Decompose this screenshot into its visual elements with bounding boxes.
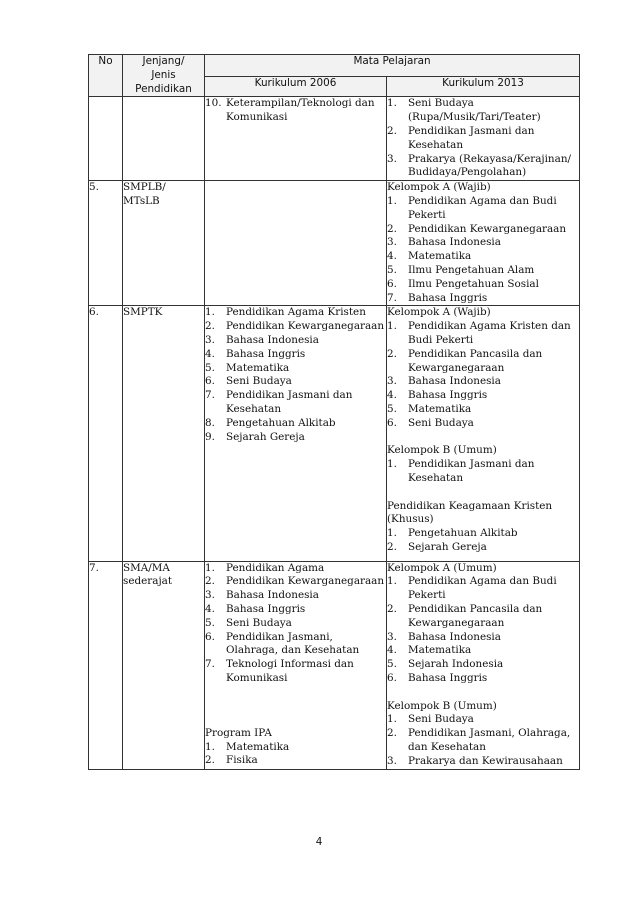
list-item-number: 2. (205, 754, 215, 767)
list-item-text: Sejarah Gereja (226, 430, 305, 443)
list-item-text: Matematika (226, 740, 290, 753)
list-item (387, 195, 579, 223)
header-jenjang-line: Pendidikan (135, 82, 192, 95)
list-item (387, 264, 579, 278)
cell-no (89, 97, 123, 181)
list-item-text: Teknologi Informasi dan Komunikasi (226, 658, 354, 685)
cell-kurikulum-2013 (387, 561, 580, 769)
list-item-number: 2. (387, 347, 397, 360)
header-kurikulum-2006: Kurikulum 2006 (205, 76, 387, 97)
cell-kurikulum-2006 (205, 306, 387, 561)
list-item (387, 292, 579, 306)
jenjang-line: MTsLB (123, 194, 160, 207)
jenjang-line: SMPTK (123, 306, 163, 319)
list-item-number: 3. (205, 589, 215, 602)
list-item-number: 7. (205, 389, 215, 402)
list-item (205, 603, 386, 617)
spacer (387, 686, 579, 700)
cell-no: 7. (89, 561, 123, 769)
list-item-number: 5. (387, 263, 397, 276)
list-item (387, 389, 579, 403)
jenjang-line: SMPLB/ (123, 181, 166, 194)
list-item (387, 403, 579, 417)
list-item (387, 631, 579, 645)
list-item (205, 320, 386, 334)
list-item-number: 2. (205, 575, 215, 588)
group-label: Pendidikan Keagamaan Kristen (Khusus) (387, 499, 553, 526)
numbered-list (387, 195, 579, 305)
list-item-number: 4. (387, 250, 397, 263)
list-item (387, 603, 579, 631)
list-item (387, 320, 579, 348)
list-item (387, 575, 579, 603)
list-item-text: Sejarah Gereja (408, 540, 487, 553)
list-item (387, 348, 579, 376)
list-item-number: 1. (205, 561, 215, 574)
list-item-number: 4. (205, 603, 215, 616)
list-item-number: 3. (387, 630, 397, 643)
header-jenjang-line: Jenis (151, 68, 176, 81)
list-item-number: 6. (205, 630, 215, 643)
list-item (387, 458, 579, 486)
list-item-text: Bahasa Inggris (226, 603, 306, 616)
list-item (205, 348, 386, 362)
list-item-number: 2. (387, 540, 397, 553)
list-item-number: 10. (205, 97, 222, 110)
list-item-text: Pengetahuan Alkitab (408, 527, 518, 540)
list-item-text: Pendidikan Jasmani, Olahraga, dan Kesehatan (226, 630, 360, 657)
list-item (205, 741, 386, 755)
list-item-number: 1. (205, 306, 215, 319)
list-item (205, 754, 386, 768)
list-item-text: Bahasa Inggris (226, 347, 306, 360)
list-item-text: Keterampilan/Teknologi dan Komunikasi (226, 97, 375, 124)
list-item-number: 1. (387, 575, 397, 588)
group-label: Kelompok A (Wajib) (387, 181, 491, 194)
cell-kurikulum-2006 (205, 561, 387, 769)
list-item-number: 2. (387, 603, 397, 616)
list-item-text: Bahasa Indonesia (226, 589, 319, 602)
header-jenjang (123, 55, 205, 97)
list-item-number: 8. (205, 416, 215, 429)
list-item-text: Matematika (408, 250, 472, 263)
list-item (387, 755, 579, 769)
list-item-text: Pendidikan Pancasila dan Kewarganegaraan (408, 603, 543, 629)
list-item-number: 1. (387, 527, 397, 540)
jenjang-line: SMA/MA (123, 561, 170, 574)
list-item-number: 7. (205, 658, 215, 671)
jenjang-line: sederajat (123, 575, 173, 588)
list-item-text: Pendidikan Jasmani dan Kesehatan (408, 458, 535, 484)
list-item (387, 658, 579, 672)
list-item (387, 125, 579, 153)
list-item-number: 2. (387, 124, 397, 137)
list-item-number: 9. (205, 430, 215, 443)
list-item-number: 3. (387, 236, 397, 249)
list-item-number: 3. (387, 152, 397, 165)
list-item-text: Pendidikan Kewarganegaraan (408, 222, 567, 235)
list-item (205, 589, 386, 603)
list-item-text: Pendidikan Agama dan Budi Pekerti (408, 575, 557, 602)
numbered-list (387, 713, 579, 768)
table-row-smptk (89, 306, 580, 561)
table-row-smplb (89, 181, 580, 306)
list-item (205, 658, 386, 686)
list-item-number: 5. (205, 361, 215, 374)
list-item (387, 97, 579, 125)
list-item-number: 2. (387, 727, 397, 740)
list-item (387, 223, 579, 237)
curriculum-table (88, 54, 580, 770)
list-item (387, 153, 579, 181)
spacer (387, 486, 579, 500)
list-item-text: Matematika (408, 644, 472, 657)
list-item-number: 3. (387, 375, 397, 388)
list-item-text: Bahasa Indonesia (226, 333, 319, 346)
list-item-number: 3. (205, 333, 215, 346)
cell-kurikulum-2013 (387, 306, 580, 561)
list-item-text: Fisika (226, 754, 258, 767)
list-item-text: Bahasa Inggris (408, 291, 488, 304)
list-item-number: 1. (387, 320, 397, 333)
program-label: Program IPA (205, 726, 272, 739)
list-item-text: Pendidikan Agama Kristen (226, 306, 366, 319)
list-item (205, 375, 386, 389)
list-item-text: Pendidikan Jasmani, Olahraga, dan Kesehatan (408, 727, 571, 754)
group-label: Kelompok B (Umum) (387, 444, 497, 457)
list-item-text: Pengetahuan Alkitab (226, 416, 336, 429)
list-item-number: 7. (387, 291, 397, 304)
cell-jenjang (123, 97, 205, 181)
list-item-text: Pendidikan Agama (226, 561, 325, 574)
spacer (387, 555, 579, 561)
list-item (205, 389, 386, 417)
cell-no: 5. (89, 181, 123, 306)
list-item-number: 3. (387, 754, 397, 767)
list-item (387, 644, 579, 658)
header-jenjang-line: Jenjang/ (142, 55, 185, 67)
spacer (387, 431, 579, 445)
group-label: Kelompok A (Wajib) (387, 306, 491, 319)
list-item-number: 5. (387, 658, 397, 671)
list-item-text: Pendidikan Kewarganegaraan (226, 320, 385, 333)
cell-jenjang (123, 181, 205, 306)
numbered-list (205, 306, 386, 444)
list-item (205, 334, 386, 348)
list-item (387, 236, 579, 250)
numbered-list (205, 741, 386, 769)
list-item (205, 562, 386, 576)
list-item-text: Matematika (408, 402, 472, 415)
list-item-number: 1. (387, 97, 397, 110)
list-item (387, 278, 579, 292)
cell-jenjang (123, 561, 205, 769)
cell-no: 6. (89, 306, 123, 561)
list-item-number: 6. (205, 375, 215, 388)
list-item-number: 5. (387, 402, 397, 415)
list-item-text: Pendidikan Agama Kristen dan Budi Pekerti (408, 320, 571, 346)
cell-kurikulum-2013 (387, 181, 580, 306)
list-item-number: 1. (387, 458, 397, 471)
page-number: 4 (315, 836, 323, 848)
list-item-text: Pendidikan Jasmani dan Kesehatan (226, 389, 353, 415)
list-item-text: Pendidikan Pancasila dan Kewarganegaraan (408, 347, 543, 374)
list-item-text: Bahasa Inggris (408, 389, 488, 402)
list-item (205, 617, 386, 631)
numbered-list (205, 562, 386, 686)
list-item-number: 5. (205, 616, 215, 629)
list-item-number: 2. (387, 222, 397, 235)
list-item-text: Matematika (226, 361, 290, 374)
group-label: Kelompok A (Umum) (387, 561, 497, 574)
list-item-text: Pendidikan Agama dan Budi Pekerti (408, 194, 557, 221)
list-item-text: Pendidikan Kewarganegaraan (226, 575, 385, 588)
cell-jenjang (123, 306, 205, 561)
list-item-number: 2. (205, 320, 215, 333)
numbered-list (387, 320, 579, 430)
list-item-text: Seni Budaya (Rupa/Musik/Tari/Teater) (408, 97, 541, 124)
list-item-number: 4. (205, 347, 215, 360)
list-item-text: Bahasa Inggris (408, 672, 488, 685)
list-item-text: Seni Budaya (408, 416, 474, 429)
numbered-list (387, 527, 579, 555)
list-item-text: Pendidikan Jasmani dan Kesehatan (408, 124, 535, 151)
list-item (387, 250, 579, 264)
numbered-list (387, 458, 579, 486)
list-item-text: Seni Budaya (226, 616, 292, 629)
list-item (387, 672, 579, 686)
header-no: No (89, 55, 123, 97)
list-item-text: Bahasa Indonesia (408, 375, 501, 388)
list-item-number: 1. (387, 194, 397, 207)
table-row-continuation (89, 97, 580, 181)
list-item-number: 6. (387, 672, 397, 685)
list-item (205, 97, 386, 125)
list-item (387, 375, 579, 389)
list-item-number: 4. (387, 644, 397, 657)
list-item-text: Prakarya dan Kewirausahaan (408, 754, 563, 767)
group-label: Kelompok B (Umum) (387, 699, 497, 712)
cell-kurikulum-2013 (387, 97, 580, 181)
table-row-sma (89, 561, 580, 769)
list-item (205, 431, 386, 445)
list-item (387, 541, 579, 555)
cell-kurikulum-2006 (205, 181, 387, 306)
numbered-list (205, 97, 386, 125)
list-item (387, 727, 579, 755)
list-item-number: 4. (387, 389, 397, 402)
list-item (205, 631, 386, 659)
list-item (205, 575, 386, 589)
spacer (205, 686, 386, 727)
list-item-number: 1. (387, 713, 397, 726)
list-item-text: Seni Budaya (226, 375, 292, 388)
list-item-text: Seni Budaya (408, 713, 474, 726)
numbered-list (387, 97, 579, 180)
numbered-list (387, 575, 579, 685)
list-item (205, 362, 386, 376)
list-item-text: Sejarah Indonesia (408, 658, 504, 671)
list-item-number: 6. (387, 277, 397, 290)
list-item (387, 417, 579, 431)
cell-kurikulum-2006 (205, 97, 387, 181)
list-item-text: Prakarya (Rekayasa/Kerajinan/ Budidaya/Pengolahan) (408, 152, 572, 179)
list-item-number: 6. (387, 416, 397, 429)
list-item (387, 713, 579, 727)
list-item-text: Ilmu Pengetahuan Alam (408, 263, 535, 276)
list-item-text: Ilmu Pengetahuan Sosial (408, 277, 539, 290)
list-item (205, 417, 386, 431)
header-kurikulum-2013: Kurikulum 2013 (387, 76, 580, 97)
header-mata-pelajaran: Mata Pelajaran (205, 55, 580, 77)
list-item (205, 306, 386, 320)
list-item-number: 1. (205, 740, 215, 753)
list-item-text: Bahasa Indonesia (408, 630, 501, 643)
list-item (387, 527, 579, 541)
list-item-text: Bahasa Indonesia (408, 236, 501, 249)
